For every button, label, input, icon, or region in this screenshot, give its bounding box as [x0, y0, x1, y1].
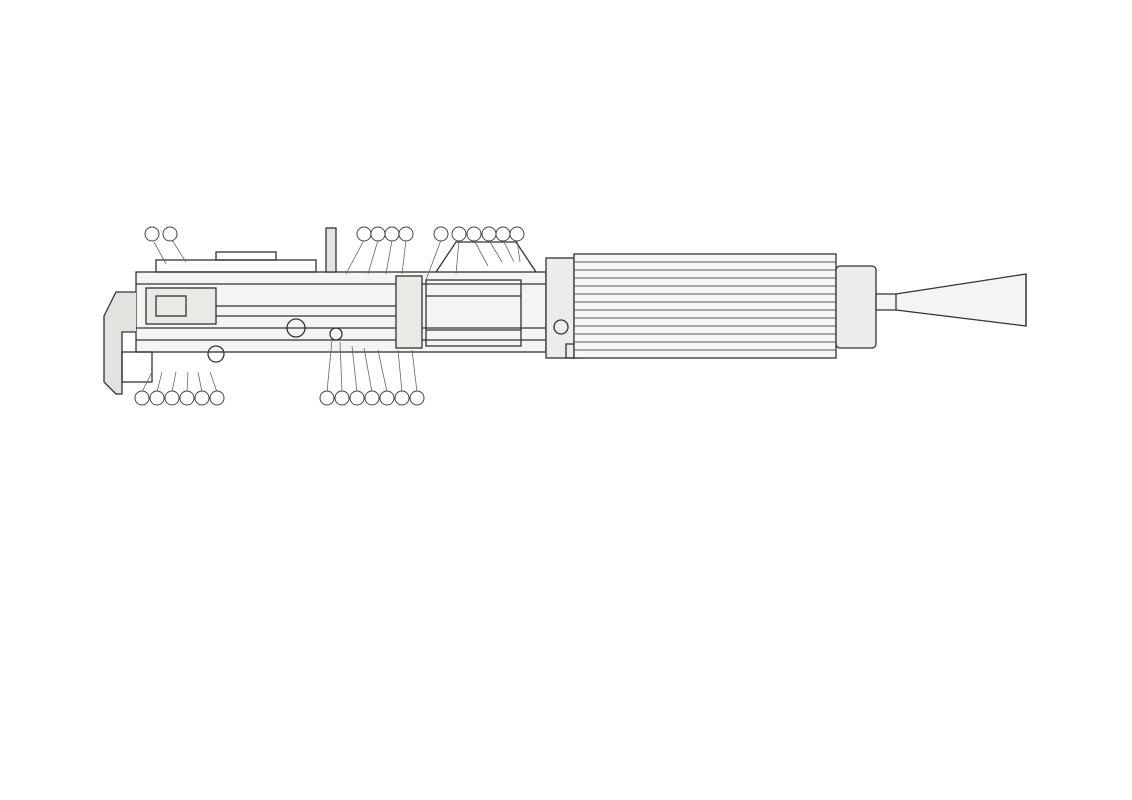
machine-gun-drawing — [96, 222, 1036, 418]
